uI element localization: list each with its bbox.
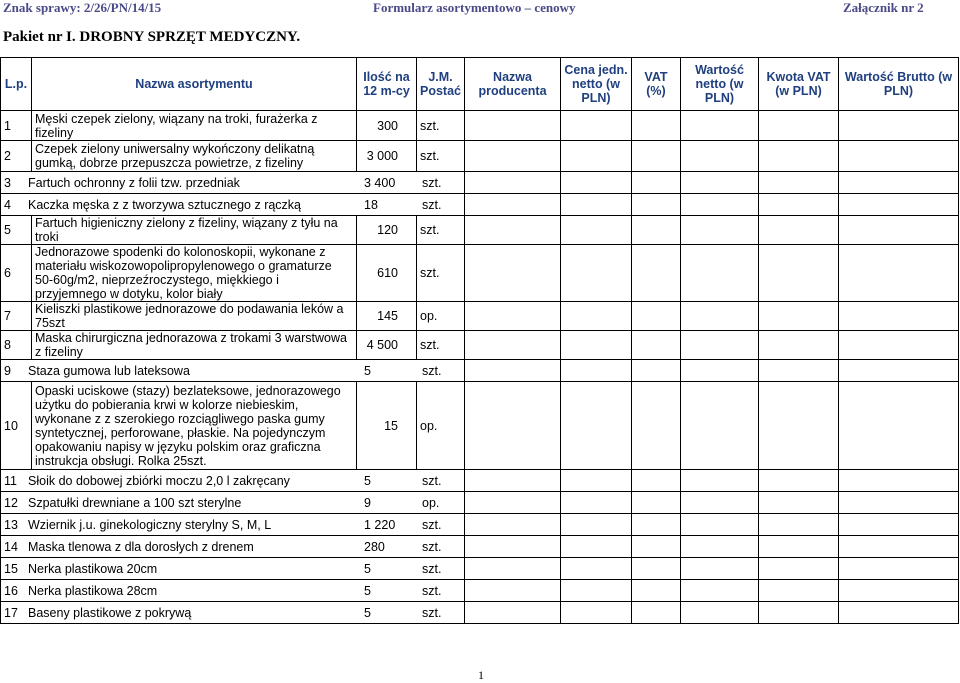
empty-price-cell (632, 470, 681, 492)
item-name: Maska tlenowa z dla dorosłych z drenem (28, 539, 254, 554)
item-unit: szt. (422, 517, 442, 532)
item-name: Opaski uciskowe (stazy) bezlateksowe, jednorazowego użytku do pobierania krwi w kolorze niebieskim, wykonane z z szerokiego rozciągliwego paska gumy syntetycznej, perforowane, płaskie. Na pojedynczym opakowaniu napisy w języku polskim oraz graficzna instrukcja obsługi. Rolka 25szt. (32, 382, 357, 470)
empty-price-cell (561, 492, 632, 514)
empty-price-cell (839, 216, 959, 245)
item-merged-cell (1, 194, 465, 216)
empty-price-cell (681, 302, 759, 331)
empty-price-cell (759, 245, 839, 302)
empty-price-cell (561, 245, 632, 302)
item-lp: 17 (4, 605, 18, 620)
item-name: Szpatułki drewniane a 100 szt sterylne (28, 495, 242, 510)
page-header (0, 0, 960, 14)
item-unit: szt. (422, 561, 442, 576)
item-lp: 3 (4, 175, 11, 190)
table-row (1, 245, 959, 302)
empty-price-cell (759, 470, 839, 492)
empty-price-cell (561, 216, 632, 245)
empty-price-cell (759, 302, 839, 331)
empty-price-cell (465, 141, 561, 172)
item-unit: szt. (422, 363, 442, 378)
table-row (1, 602, 959, 624)
empty-price-cell (465, 514, 561, 536)
empty-price-cell (681, 536, 759, 558)
table-row (1, 302, 959, 331)
col-producer: Nazwa producenta (465, 58, 561, 111)
empty-price-cell (759, 558, 839, 580)
item-lp: 6 (1, 245, 32, 302)
table-row (1, 514, 959, 536)
empty-price-cell (632, 602, 681, 624)
item-name: Wziernik j.u. ginekologiczny sterylny S, M, L (28, 517, 272, 532)
empty-price-cell (561, 302, 632, 331)
empty-price-cell (759, 382, 839, 470)
item-qty: 280 (364, 539, 385, 554)
case-reference: Znak sprawy: 2/26/PN/14/15 (3, 0, 162, 15)
item-name: Baseny plastikowe z pokrywą (28, 605, 192, 620)
empty-price-cell (759, 514, 839, 536)
empty-price-cell (681, 216, 759, 245)
empty-price-cell (465, 172, 561, 194)
item-lp: 4 (4, 197, 11, 212)
item-qty: 5 (364, 605, 371, 620)
empty-price-cell (839, 194, 959, 216)
item-name: Słoik do dobowej zbiórki moczu 2,0 l zakręcany (28, 473, 290, 488)
empty-price-cell (759, 194, 839, 216)
empty-price-cell (681, 382, 759, 470)
empty-price-cell (632, 331, 681, 360)
item-merged-cell (1, 172, 465, 194)
item-lp: 5 (1, 216, 32, 245)
item-unit: szt. (422, 473, 442, 488)
item-unit: op. (422, 495, 440, 510)
col-gross-value: Wartość Brutto (w PLN) (839, 58, 959, 111)
empty-price-cell (561, 536, 632, 558)
empty-price-cell (561, 331, 632, 360)
page-number: 1 (478, 668, 484, 682)
item-unit: szt. (417, 141, 465, 172)
empty-price-cell (632, 245, 681, 302)
item-qty: 145 (357, 302, 417, 331)
empty-price-cell (681, 331, 759, 360)
item-name: Fartuch ochronny z folii tzw. przedniak (28, 175, 240, 190)
empty-price-cell (681, 194, 759, 216)
item-unit: szt. (417, 331, 465, 360)
item-qty: 5 (364, 561, 371, 576)
item-unit: szt. (417, 111, 465, 141)
empty-price-cell (465, 580, 561, 602)
form-title: Formularz asortymentowo – cenowy (373, 0, 576, 15)
empty-price-cell (465, 492, 561, 514)
empty-price-cell (681, 470, 759, 492)
col-unit: J.M. Postać (417, 58, 465, 111)
table-row (1, 216, 959, 245)
item-unit: op. (417, 382, 465, 470)
item-lp: 7 (1, 302, 32, 331)
empty-price-cell (839, 331, 959, 360)
empty-price-cell (839, 470, 959, 492)
item-merged-cell (1, 580, 465, 602)
empty-price-cell (839, 245, 959, 302)
item-name: Nerka plastikowa 28cm (28, 583, 158, 598)
empty-price-cell (759, 331, 839, 360)
empty-price-cell (839, 536, 959, 558)
empty-price-cell (561, 141, 632, 172)
empty-price-cell (681, 580, 759, 602)
item-qty: 5 (364, 583, 371, 598)
empty-price-cell (839, 172, 959, 194)
empty-price-cell (839, 141, 959, 172)
empty-price-cell (681, 360, 759, 382)
empty-price-cell (681, 602, 759, 624)
empty-price-cell (759, 492, 839, 514)
item-unit: szt. (422, 197, 442, 212)
empty-price-cell (561, 580, 632, 602)
empty-price-cell (681, 245, 759, 302)
empty-price-cell (632, 580, 681, 602)
col-net-value: Wartość netto (w PLN) (681, 58, 759, 111)
empty-price-cell (681, 141, 759, 172)
empty-price-cell (465, 360, 561, 382)
item-merged-cell (1, 492, 465, 514)
table-row (1, 558, 959, 580)
empty-price-cell (632, 302, 681, 331)
table-row (1, 331, 959, 360)
col-lp: L.p. (1, 58, 32, 111)
empty-price-cell (632, 141, 681, 172)
empty-price-cell (759, 141, 839, 172)
table-row (1, 580, 959, 602)
item-qty: 300 (357, 111, 417, 141)
col-unit-price: Cena jedn. netto (w PLN) (561, 58, 632, 111)
empty-price-cell (465, 111, 561, 141)
item-unit: szt. (422, 583, 442, 598)
empty-price-cell (839, 492, 959, 514)
table-row (1, 382, 959, 470)
empty-price-cell (839, 360, 959, 382)
table-row (1, 470, 959, 492)
item-unit: szt. (422, 605, 442, 620)
empty-price-cell (632, 194, 681, 216)
empty-price-cell (759, 216, 839, 245)
item-qty: 120 (357, 216, 417, 245)
item-merged-cell (1, 514, 465, 536)
empty-price-cell (465, 536, 561, 558)
empty-price-cell (465, 302, 561, 331)
empty-price-cell (632, 216, 681, 245)
table-header-row (1, 58, 959, 111)
item-name: Kaczka męska z z tworzywa sztucznego z rączką (28, 197, 302, 212)
empty-price-cell (561, 470, 632, 492)
empty-price-cell (465, 245, 561, 302)
empty-price-cell (681, 514, 759, 536)
item-qty: 15 (357, 382, 417, 470)
item-lp: 1 (1, 111, 32, 141)
table-row (1, 141, 959, 172)
empty-price-cell (759, 111, 839, 141)
item-merged-cell (1, 558, 465, 580)
empty-price-cell (839, 558, 959, 580)
item-lp: 12 (4, 495, 18, 510)
item-unit: op. (417, 302, 465, 331)
item-qty: 5 (364, 473, 371, 488)
item-qty: 4 500 (357, 331, 417, 360)
empty-price-cell (759, 580, 839, 602)
item-qty: 18 (364, 197, 378, 212)
item-lp: 11 (4, 473, 17, 488)
item-lp: 16 (4, 583, 18, 598)
item-lp: 8 (1, 331, 32, 360)
assortment-table (0, 57, 959, 624)
item-qty: 5 (364, 363, 371, 378)
item-name: Nerka plastikowa 20cm (28, 561, 158, 576)
empty-price-cell (465, 331, 561, 360)
empty-price-cell (561, 194, 632, 216)
item-qty: 3 400 (364, 175, 396, 190)
col-name: Nazwa asortymentu (32, 58, 357, 111)
empty-price-cell (839, 302, 959, 331)
empty-price-cell (632, 360, 681, 382)
item-merged-cell (1, 602, 465, 624)
empty-price-cell (839, 111, 959, 141)
empty-price-cell (561, 111, 632, 141)
empty-price-cell (759, 602, 839, 624)
item-lp: 13 (4, 517, 18, 532)
empty-price-cell (561, 514, 632, 536)
table-row (1, 172, 959, 194)
empty-price-cell (839, 602, 959, 624)
empty-price-cell (561, 382, 632, 470)
item-name: Kieliszki plastikowe jednorazowe do podawania leków a 75szt (32, 302, 357, 331)
empty-price-cell (681, 492, 759, 514)
col-qty: Ilość na 12 m-cy (357, 58, 417, 111)
item-qty: 610 (357, 245, 417, 302)
empty-price-cell (561, 602, 632, 624)
empty-price-cell (632, 382, 681, 470)
item-qty: 9 (364, 495, 371, 510)
empty-price-cell (465, 470, 561, 492)
table-row (1, 536, 959, 558)
item-unit: szt. (422, 175, 442, 190)
table-row (1, 360, 959, 382)
item-lp: 15 (4, 561, 18, 576)
empty-price-cell (681, 111, 759, 141)
item-lp: 9 (4, 363, 11, 378)
empty-price-cell (465, 216, 561, 245)
empty-price-cell (632, 558, 681, 580)
item-lp: 14 (4, 539, 18, 554)
empty-price-cell (465, 194, 561, 216)
col-vat: VAT (%) (632, 58, 681, 111)
item-qty: 3 000 (357, 141, 417, 172)
item-unit: szt. (422, 539, 442, 554)
empty-price-cell (632, 514, 681, 536)
table-row (1, 194, 959, 216)
empty-price-cell (681, 172, 759, 194)
item-name: Staza gumowa lub lateksowa (28, 363, 190, 378)
item-lp: 10 (1, 382, 32, 470)
item-lp: 2 (1, 141, 32, 172)
empty-price-cell (759, 172, 839, 194)
empty-price-cell (839, 382, 959, 470)
item-name: Maska chirurgiczna jednorazowa z trokami 3 warstwowa z fizeliny (32, 331, 357, 360)
empty-price-cell (632, 111, 681, 141)
item-merged-cell (1, 536, 465, 558)
empty-price-cell (759, 360, 839, 382)
attachment-label: Załącznik nr 2 (843, 0, 924, 15)
item-merged-cell (1, 360, 465, 382)
empty-price-cell (561, 360, 632, 382)
package-title: Pakiet nr I. DROBNY SPRZĘT MEDYCZNY. (3, 29, 301, 45)
empty-price-cell (465, 558, 561, 580)
table-row (1, 492, 959, 514)
item-unit: szt. (417, 245, 465, 302)
item-name: Fartuch higieniczny zielony z fizeliny, wiązany z tyłu na troki (32, 216, 357, 245)
empty-price-cell (839, 580, 959, 602)
empty-price-cell (561, 172, 632, 194)
item-name: Czepek zielony uniwersalny wykończony delikatną gumką, dobrze przepuszcza powietrze, z fizeliny (32, 141, 357, 172)
empty-price-cell (759, 536, 839, 558)
empty-price-cell (681, 558, 759, 580)
empty-price-cell (632, 492, 681, 514)
item-name: Męski czepek zielony, wiązany na troki, furażerka z fizeliny (32, 111, 357, 141)
empty-price-cell (632, 536, 681, 558)
item-merged-cell (1, 470, 465, 492)
empty-price-cell (839, 514, 959, 536)
empty-price-cell (632, 172, 681, 194)
item-unit: szt. (417, 216, 465, 245)
empty-price-cell (561, 558, 632, 580)
item-qty: 1 220 (364, 517, 396, 532)
empty-price-cell (465, 382, 561, 470)
item-name: Jednorazowe spodenki do kolonoskopii, wykonane z materiału wiskozowopolipropylenowego o gramaturze 50-60g/m2, nieprzeźroczystego, miękkiego i przyjemnego w dotyku, kolor biały (32, 245, 357, 302)
empty-price-cell (465, 602, 561, 624)
table-row (1, 111, 959, 141)
col-vat-amount: Kwota VAT (w PLN) (759, 58, 839, 111)
